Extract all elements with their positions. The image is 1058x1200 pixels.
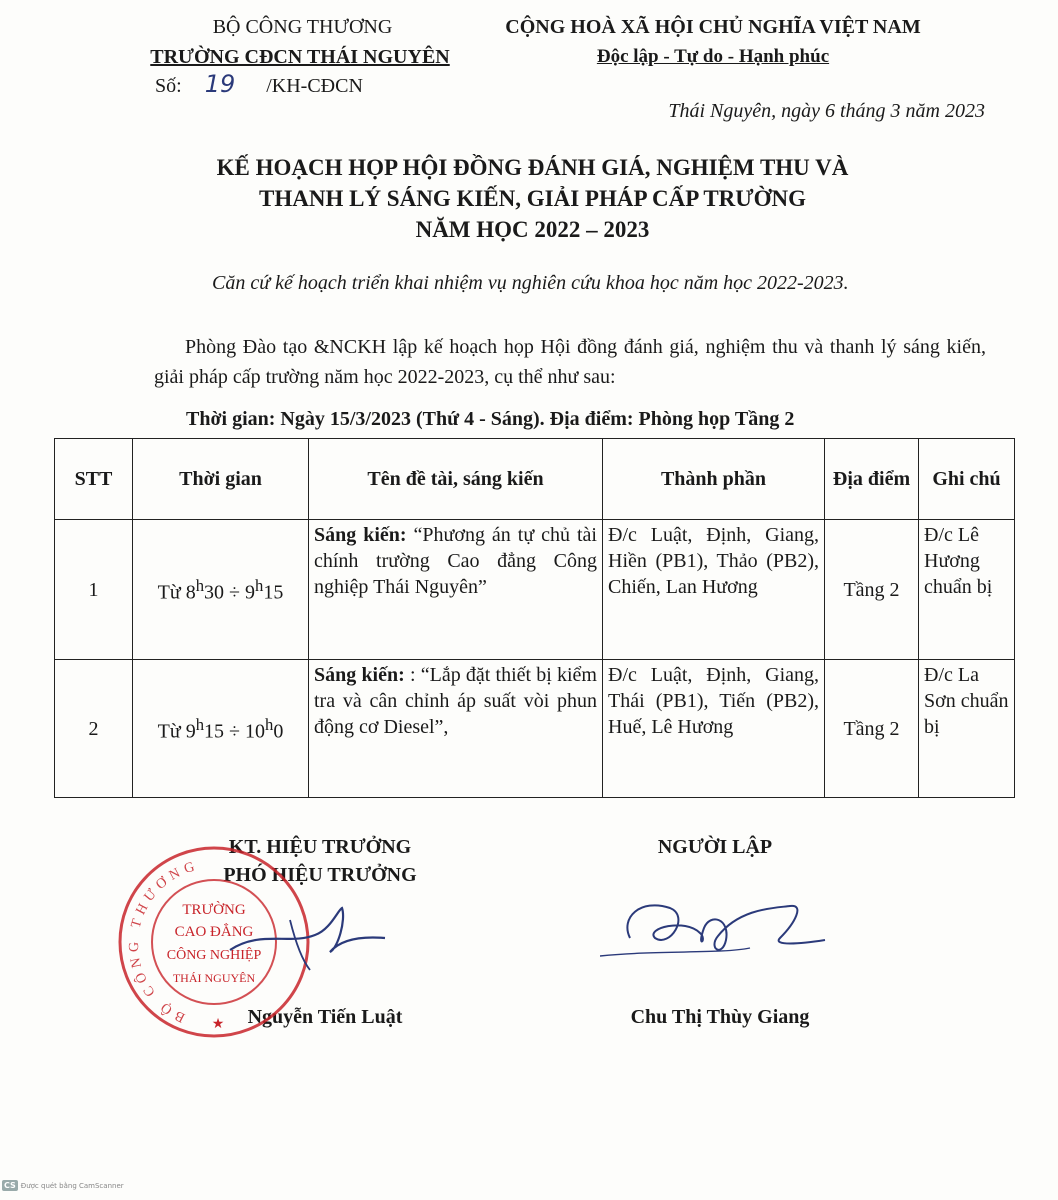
cell-members: Đ/c Luật, Định, Giang, Hiền (PB1), Thảo (PB2), Chiến, Lan Hương — [603, 520, 825, 660]
document-title-line1: KẾ HOẠCH HỌP HỘI ĐỒNG ĐÁNH GIÁ, NGHIỆM THU VÀ — [216, 155, 849, 180]
stamp-line2: CAO ĐẲNG — [174, 924, 254, 940]
cell-topic: Sáng kiến: “Phương án tự chủ tài chính trường Cao đẳng Công nghiệp Thái Nguyên” — [309, 520, 603, 660]
document-number-handwritten: 19 — [204, 70, 236, 98]
schedule-table — [54, 438, 1015, 798]
cell-stt: 2 — [55, 660, 133, 798]
table-header-row — [55, 439, 1015, 520]
cell-members: Đ/c Luật, Định, Giang, Thái (PB1), Tiến (PB2), Huế, Lê Hương — [603, 660, 825, 798]
camscanner-logo-icon: CS — [4, 1181, 16, 1190]
cell-note: Đ/c La Sơn chuẩn bị — [919, 660, 1015, 798]
header-location: Địa điểm — [825, 439, 919, 520]
cell-note: Đ/c Lê Hương chuẩn bị — [919, 520, 1015, 660]
country-name: CỘNG HOÀ XÃ HỘI CHỦ NGHĨA VIỆT NAM — [505, 16, 921, 38]
cell-time: Từ $8^h30 \div 9^h15$ — [133, 520, 309, 660]
signer-left-name: Nguyễn Tiến Luật — [247, 1006, 403, 1028]
signer-right-title: NGƯỜI LẬP — [657, 836, 773, 858]
document-number — [155, 71, 475, 99]
document-number-suffix: /KH-CĐCN — [266, 75, 363, 97]
cell-topic: Sáng kiến: : “Lắp đặt thiết bị kiểm tra và cân chỉnh áp suất vòi phun động cơ Diesel”, — [309, 660, 603, 798]
table-row — [55, 520, 1015, 660]
header-topic: Tên đề tài, sáng kiến — [309, 439, 603, 520]
signer-left-title1: KT. HIỆU TRƯỞNG — [228, 836, 412, 858]
header-time: Thời gian — [133, 439, 309, 520]
basis-paragraph: Căn cứ kế hoạch triển khai nhiệm vụ nghiên cứu khoa học năm học 2022-2023. — [212, 272, 849, 294]
intro-paragraph: Phòng Đào tạo &NCKH lập kế hoạch họp Hội đồng đánh giá, nghiệm thu và thanh lý sáng kiến, giải pháp cấp trường năm học 2022-2023, cụ thể như sau: — [154, 336, 986, 388]
cell-location: Tầng 2 — [825, 660, 919, 798]
header-note: Ghi chú — [919, 439, 1015, 520]
header-stt: STT — [55, 439, 133, 520]
cell-time: Từ $9^h15 \div 10^h0$ — [133, 660, 309, 798]
ministry-name: BỘ CÔNG THƯƠNG — [212, 16, 393, 38]
document-number-prefix: Số: — [155, 75, 182, 97]
stamp-line4: THÁI NGUYÊN — [172, 971, 256, 985]
table-row — [55, 660, 1015, 798]
document-title-line2: THANH LÝ SÁNG KIẾN, GIẢI PHÁP CẤP TRƯỜNG — [259, 186, 806, 211]
signer-left-title2: PHÓ HIỆU TRƯỞNG — [223, 864, 417, 886]
stamp-line1: TRƯỜNG — [182, 902, 246, 918]
schedule-line: Thời gian: Ngày 15/3/2023 (Thứ 4 - Sáng). Địa điểm: Phòng họp Tầng 2 — [186, 408, 795, 430]
left-signature-mark — [220, 890, 400, 980]
school-name: TRƯỜNG CĐCN THÁI NGUYÊN — [150, 46, 450, 68]
cell-location: Tầng 2 — [825, 520, 919, 660]
stamp-star-icon: ★ — [211, 1017, 225, 1032]
place-date: Thái Nguyên, ngày 6 tháng 3 năm 2023 — [668, 100, 985, 122]
header-members: Thành phần — [603, 439, 825, 520]
signer-right-name: Chu Thị Thùy Giang — [630, 1006, 810, 1028]
cell-stt: 1 — [55, 520, 133, 660]
national-motto: Độc lập - Tự do - Hạnh phúc — [596, 46, 830, 67]
camscanner-watermark — [2, 1180, 124, 1191]
document-title-line3: NĂM HỌC 2022 – 2023 — [415, 217, 650, 242]
stamp-ring-text: BỘ CÔNG THƯƠNG — [127, 858, 202, 1025]
stamp-line3: CÔNG NGHIỆP — [166, 948, 262, 963]
right-signature-mark — [600, 878, 840, 978]
camscanner-text: Được quét bằng CamScanner — [20, 1181, 124, 1190]
